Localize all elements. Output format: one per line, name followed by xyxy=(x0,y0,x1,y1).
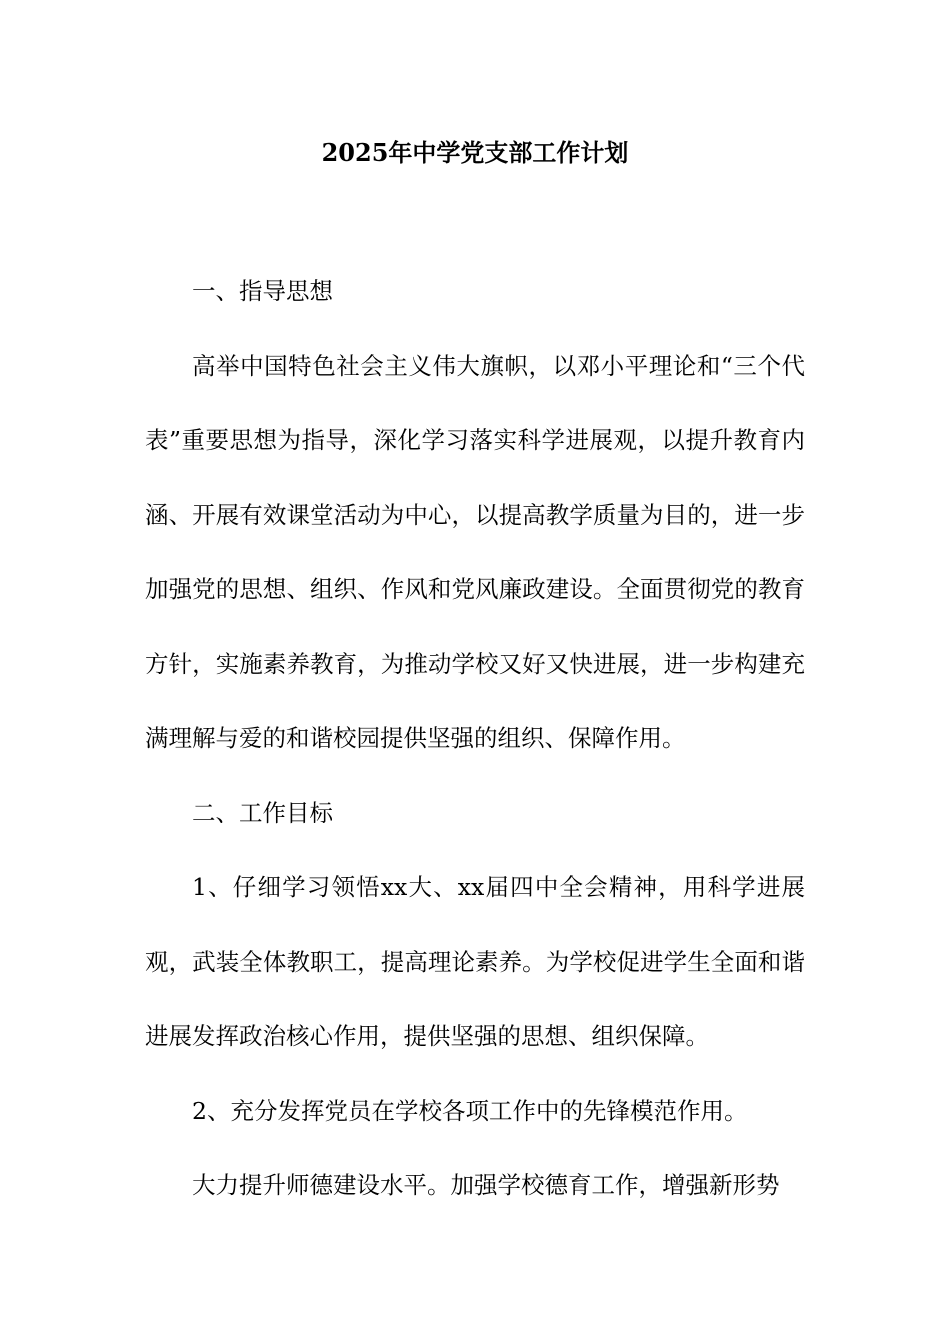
paragraph-goal-2: 2、充分发挥党员在学校各项工作中的先锋模范作用。 xyxy=(192,1096,748,1125)
document-title: 2025年中学党支部工作计划 xyxy=(321,138,629,167)
document-body xyxy=(145,254,805,1223)
section-heading-guiding-ideology: 一、指导思想 xyxy=(192,277,333,305)
paragraph-goal-1: 1、仔细学习领悟xx大、xx届四中全会精神，用科学进展观，武装全体教职工，提高理论素养。为学校促进学生全面和谐进展发挥政治核心作用，提供坚强的思想、组织保障。 xyxy=(145,873,805,1050)
paragraph-teacher-ethics: 大力提升师德建设水平。加强学校德育工作，增强新形势 xyxy=(192,1171,780,1199)
section-heading-work-goals: 二、工作目标 xyxy=(192,798,333,827)
paragraph-guiding-ideology: 高举中国特色社会主义伟大旗帜，以邓小平理论和“三个代表”重要思想为指导，深化学习落实科学进展观，以提升教育内涵、开展有效课堂活动为中心，以提高教学质量为目的，进一步加强党的思想、组织、作风和党风廉政建设。全面贯彻党的教育方针，实施素养教育，为推动学校又好又快进展，进一步构建充满理解与爱的和谐校园提供坚强的组织、保障作用。 xyxy=(145,351,805,752)
